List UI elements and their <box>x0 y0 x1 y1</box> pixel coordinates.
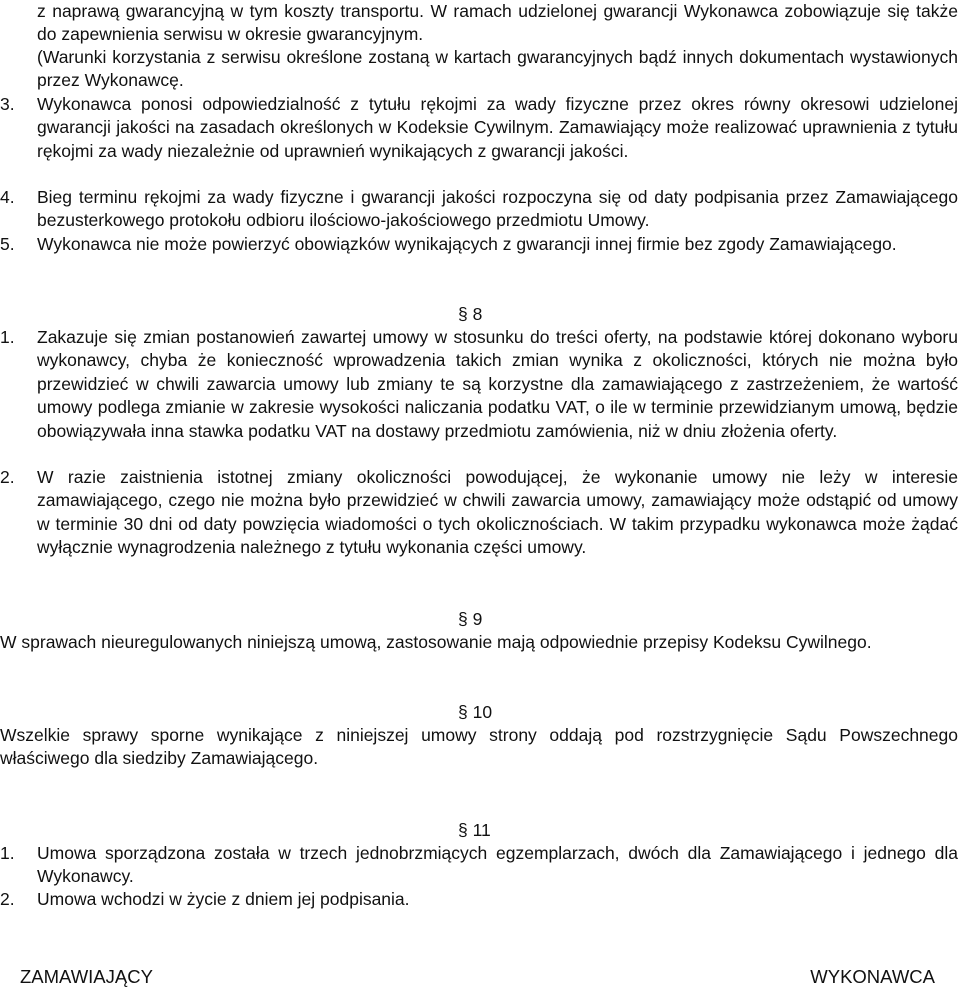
list-text: Wykonawca nie może powierzyć obowiązków wynikających z gwarancji innej firmie bez zgody Zamawiającego. <box>37 234 897 254</box>
section-10-paragraph <box>0 724 958 771</box>
section-8-item-1 <box>0 326 958 443</box>
section-heading-10: § 10 <box>458 702 493 722</box>
paragraph-warranty-service <box>37 0 958 47</box>
list-number: 5. <box>0 234 15 254</box>
signature-wykonawca: WYKONAWCA <box>810 966 935 987</box>
paragraph-text: Wszelkie sprawy sporne wynikające z niniejszej umowy strony oddają pod rozstrzygnięcie Sądu Powszechnego właściwego dla siedziby Zamawiającego. <box>0 725 958 769</box>
list-text: Wykonawca ponosi odpowiedzialność z tytułu rękojmi za wady fizyczne przez okres równy okresowi udzielonej gwarancji jakości na zasadach określonych w Kodeksie Cywilnym. Zamawiający może realizować uprawnienia z tytułu rękojmi za wady niezależnie od uprawnień wynikających z gwarancji jakości. <box>37 94 958 161</box>
section-heading-11: § 11 <box>458 820 491 840</box>
list-text: Bieg terminu rękojmi za wady fizyczne i gwarancji jakości rozpoczyna się od daty podpisania przez Zamawiającego bezusterkowego protokołu odbioru ilościowo-jakościowego przedmiotu Umowy. <box>37 187 958 231</box>
list-number: 4. <box>0 187 15 207</box>
list-number: 2. <box>0 889 15 909</box>
list-item-4 <box>0 186 958 233</box>
paragraph-text: z naprawą gwarancyjną w tym koszty transportu. W ramach udzielonej gwarancji Wykonawca zobowiązuje się także do zapewnienia serwisu w okresie gwarancyjnym. <box>37 1 958 45</box>
section-9-paragraph <box>0 631 958 654</box>
list-item-3 <box>0 93 958 163</box>
list-number: 1. <box>0 843 15 863</box>
section-11-item-1 <box>0 842 958 889</box>
list-text: Umowa sporządzona została w trzech jednobrzmiących egzemplarzach, dwóch dla Zamawiającego i jednego dla Wykonawcy. <box>37 843 958 887</box>
section-heading-8: § 8 <box>458 304 483 324</box>
list-text: Zakazuje się zmian postanowień zawartej umowy w stosunku do treści oferty, na podstawie której dokonano wyboru wykonawcy, chyba że konieczność wprowadzenia takich zmian wynika z okoliczności, których nie można było przewidzieć w chwili zawarcia umowy lub zmiany te są korzystne dla zamawiającego z zastrzeżeniem, że wartość umowy podlega zmianie w zakresie wysokości naliczania podatku VAT, o ile w terminie przewidzianym umową, będzie obowiązywała inna stawka podatku VAT na dostawy przedmiotu zamówienia, niż w dniu złożenia oferty. <box>37 327 958 441</box>
section-8-item-2 <box>0 466 958 560</box>
list-item-5 <box>0 233 958 256</box>
paragraph-service-terms <box>37 46 958 93</box>
list-number: 2. <box>0 467 15 487</box>
section-heading-9: § 9 <box>458 609 483 629</box>
paragraph-text: (Warunki korzystania z serwisu określone zostaną w kartach gwarancyjnych bądź innych dokumentach wystawionych przez Wykonawcę. <box>37 47 958 91</box>
list-text: W razie zaistnienia istotnej zmiany okoliczności powodującej, że wykonanie umowy nie leży w interesie zamawiającego, czego nie można było przewidzieć w chwili zawarcia umowy, zamawiający może odstąpić od umowy w terminie 30 dni od daty powzięcia wiadomości o tych okolicznościach. W takim przypadku wykonawca może żądać wyłącznie wynagrodzenia należnego z tytułu wykonania części umowy. <box>37 467 958 558</box>
section-11-item-2 <box>0 888 958 911</box>
list-number: 1. <box>0 327 15 347</box>
paragraph-text: W sprawach nieuregulowanych niniejszą umową, zastosowanie mają odpowiednie przepisy Kodeksu Cywilnego. <box>0 632 872 652</box>
list-number: 3. <box>0 94 15 114</box>
list-text: Umowa wchodzi w życie z dniem jej podpisania. <box>37 889 410 909</box>
signature-zamawiajacy: ZAMAWIAJĄCY <box>20 966 153 987</box>
